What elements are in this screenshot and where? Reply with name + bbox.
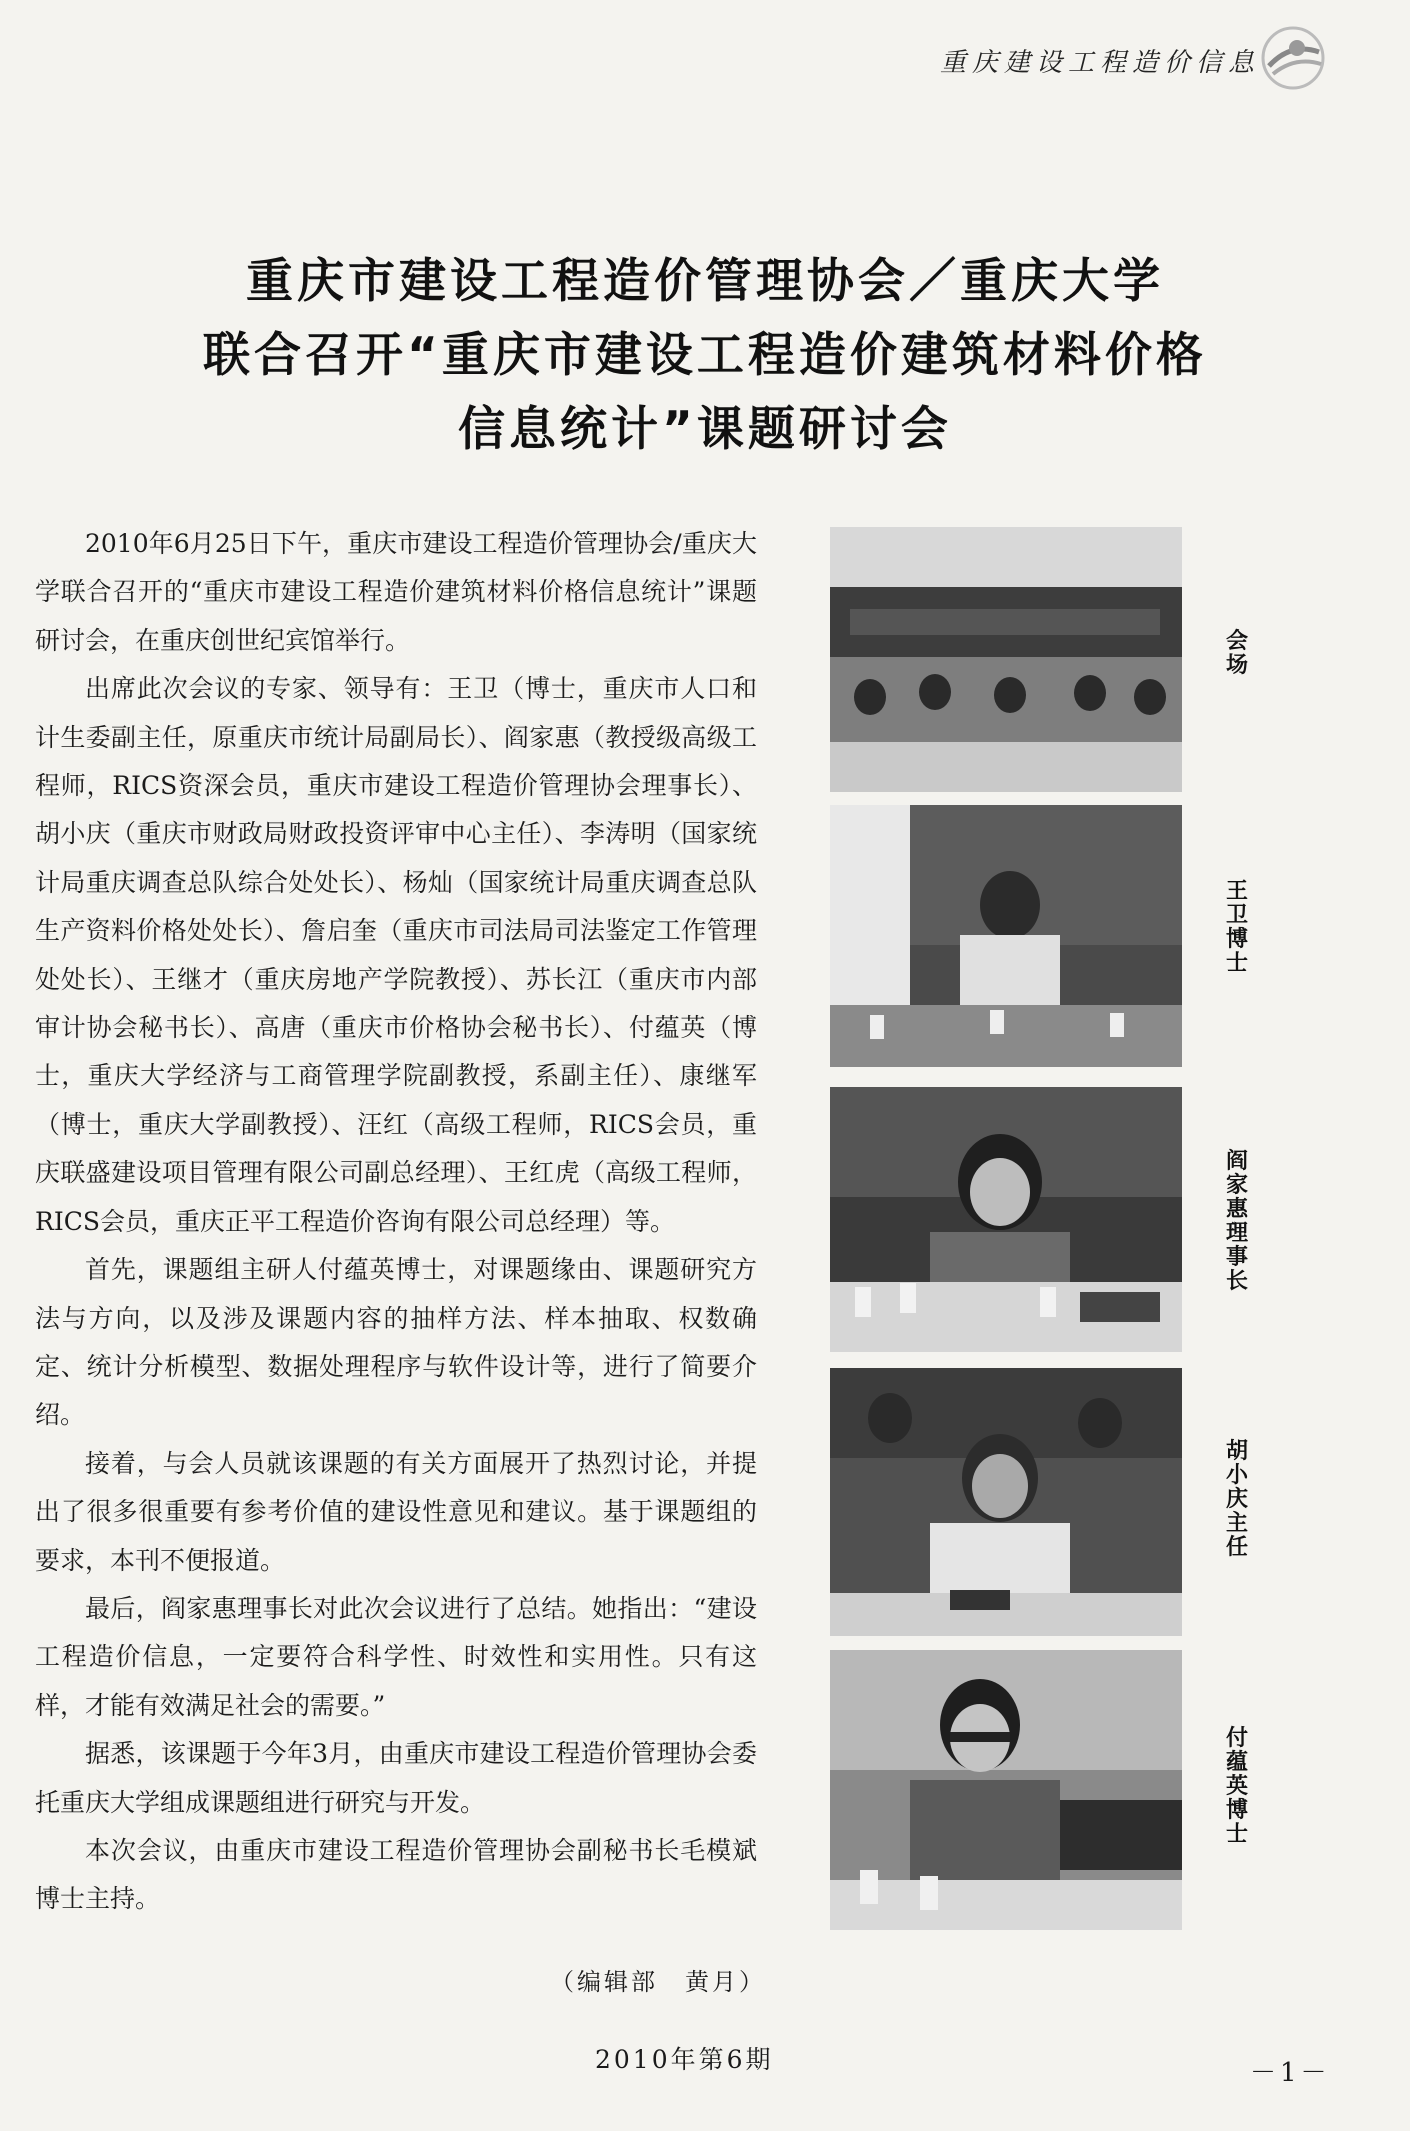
photo-fu-yunying: [830, 1650, 1182, 1930]
publication-title: 重庆建设工程造价信息: [940, 48, 1261, 78]
paragraph-attendees: 出席此次会议的专家、领导有：王卫（博士，重庆市人口和计生委副主任，原重庆市统计局副局长）、阎家惠（教授级高级工程师，RICS资深会员，重庆市建设工程造价管理协会理事长）、胡小庆（重庆市财政局财政投资评审中心主任）、李涛明（国家统计局重庆调查总队综合处处长）、杨灿（国家统计局重庆调查总队生产资料价格处处长）、詹启奎（重庆市司法局司法鉴定工作管理处处长）、王继才（重庆房地产学院教授）、苏长江（重庆市内部审计协会秘书长）、高唐（重庆市价格协会秘书长）、付蕴英（博士，重庆大学经济与工商管理学院副教授，系副主任）、康继军（博士，重庆大学副教授）、汪红（高级工程师，RICS会员，重庆联盛建设项目管理有限公司副总经理）、王红虎（高级工程师，RICS会员，重庆正平工程造价咨询有限公司总经理）等。: [35, 674, 757, 1236]
photo-venue: [830, 527, 1182, 792]
title-line-1: 重庆市建设工程造价管理协会／重庆大学: [246, 254, 1164, 309]
photo-wang-wei: [830, 805, 1182, 1067]
byline: （编辑部 黄月）: [550, 1968, 766, 1996]
paragraph-introduction-talk: 首先，课题组主研人付蕴英博士，对课题缘由、课题研究方法与方向，以及涉及课题内容的抽样方法、样本抽取、权数确定、统计分析模型、数据处理程序与软件设计等，进行了简要介绍。: [35, 1255, 757, 1430]
photo-hu-xiaoqing: [830, 1368, 1182, 1636]
page-number: －1－: [1250, 2058, 1331, 2088]
paragraph-intro: 2010年6月25日下午，重庆市建设工程造价管理协会/重庆大学联合召开的“重庆市建设工程造价建筑材料价格信息统计”课题研讨会，在重庆创世纪宾馆举行。: [35, 529, 757, 655]
caption-venue: 会场: [1225, 629, 1248, 678]
title-line-3: 信息统计”课题研讨会: [458, 402, 952, 457]
title-line-2: 联合召开“重庆市建设工程造价建筑材料价格: [203, 328, 1207, 383]
paragraph-background: 据悉，该课题于今年3月，由重庆市建设工程造价管理协会委托重庆大学组成课题组进行研究与开发。: [35, 1739, 757, 1817]
caption-yan-jiahui: 阎家惠理事长: [1225, 1149, 1248, 1294]
issue-number: 2010年第6期: [595, 2045, 774, 2074]
paragraph-host: 本次会议，由重庆市建设工程造价管理协会副秘书长毛模斌博士主持。: [35, 1835, 757, 1914]
publication-logo-icon: [1255, 22, 1327, 94]
paragraph-summary: 最后，阎家惠理事长对此次会议进行了总结。她指出：“建设工程造价信息，一定要符合科学性、时效性和实用性。只有这样，才能有效满足社会的需要。”: [35, 1593, 757, 1720]
caption-fu-yunying: 付蕴英博士: [1225, 1726, 1248, 1847]
caption-hu-xiaoqing: 胡小庆主任: [1225, 1439, 1248, 1560]
article-title: [0, 245, 1410, 467]
article-body: [35, 520, 757, 1924]
caption-wang-wei: 王卫博士: [1225, 879, 1248, 976]
photo-yan-jiahui: [830, 1087, 1182, 1352]
paragraph-discussion: 接着，与会人员就该课题的有关方面展开了热烈讨论，并提出了很多很重要有参考价值的建设性意见和建议。基于课题组的要求，本刊不便报道。: [35, 1448, 757, 1575]
